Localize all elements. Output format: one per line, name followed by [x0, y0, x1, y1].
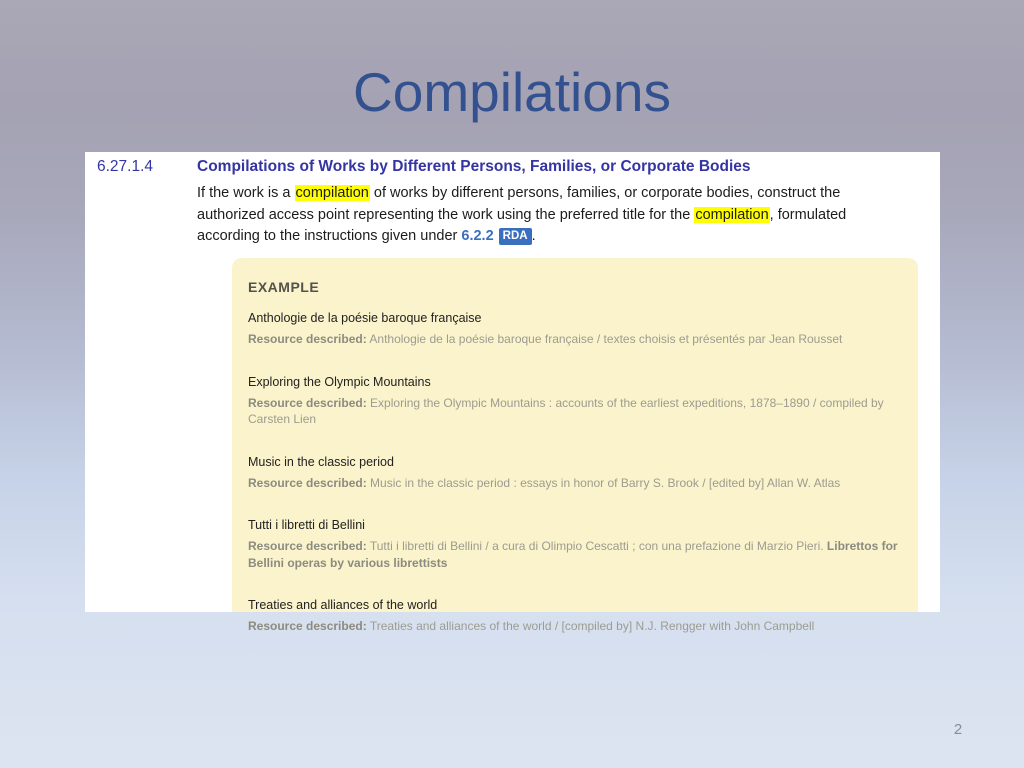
entry-title: Tutti i libretti di Bellini	[248, 518, 365, 532]
entry-description-line	[248, 618, 900, 635]
paragraph-text-2: of works by different persons, families, or corporate bodies, construct the authorized access point representing the work using the preferred title for the	[197, 185, 841, 223]
entry-title: Anthologie de la poésie baroque française	[248, 311, 482, 325]
resource-described-label: Resource described:	[248, 539, 367, 553]
section-heading: Compilations of Works by Different Persons, Families, or Corporate Bodies	[197, 158, 751, 175]
resource-described-label: Resource described:	[248, 619, 367, 633]
entry-description: Treaties and alliances of the world / [compiled by] N.J. Rengger with John Campbell	[366, 619, 815, 633]
page-number: 2	[953, 721, 963, 738]
entry-title: Exploring the Olympic Mountains	[248, 374, 431, 389]
resource-described-label: Resource described:	[248, 395, 367, 410]
example-entry	[248, 311, 900, 348]
slide-title: Compilations	[353, 61, 671, 123]
resource-described-label: Resource described:	[248, 475, 367, 490]
example-box	[232, 258, 918, 633]
entry-description-line	[248, 395, 900, 428]
entry-description: Exploring the Olympic Mountains : accounts of the earliest expeditions, 1878–1890 / compiled by Carsten Lien	[248, 395, 884, 426]
rda-badge[interactable]: RDA	[499, 228, 532, 245]
paragraph-text-3: , formulated according to the instructions given under	[197, 206, 847, 244]
entry-description-bold: Librettos for Bellini operas by various librettists	[248, 539, 898, 570]
example-entry	[248, 375, 900, 428]
entry-title: Treaties and alliances of the world	[248, 598, 438, 612]
paragraph-text-1: If the work is a	[197, 185, 295, 201]
example-entry	[248, 518, 900, 571]
entry-description-line	[248, 331, 900, 348]
example-header: EXAMPLE	[248, 279, 320, 295]
highlighted-term-1: compilation	[295, 185, 369, 201]
entry-description: Music in the classic period : essays in honor of Barry S. Brook / [edited by] Allan W. Atlas	[366, 475, 841, 490]
resource-described-label: Resource described:	[248, 332, 367, 346]
example-entry	[248, 598, 900, 635]
document-screenshot-panel	[85, 152, 940, 633]
entry-description: Anthologie de la poésie baroque française / textes choisis et présentés par Jean Rousset	[366, 332, 843, 346]
section-reference-link[interactable]: 6.2.2	[461, 228, 494, 244]
entry-description-line	[248, 538, 900, 571]
paragraph-text-4: .	[531, 228, 536, 244]
example-list	[248, 311, 900, 635]
entry-description-line	[248, 475, 900, 492]
highlighted-term-2: compilation	[695, 206, 769, 223]
entry-description: Tutti i libretti di Bellini / a cura di Olimpio Cescatti ; con una prefazione di Marzio Pieri.	[366, 539, 827, 553]
entry-title: Music in the classic period	[248, 454, 394, 469]
example-entry	[248, 455, 900, 492]
instruction-paragraph	[197, 183, 890, 248]
section-number: 6.27.1.4	[97, 158, 154, 175]
